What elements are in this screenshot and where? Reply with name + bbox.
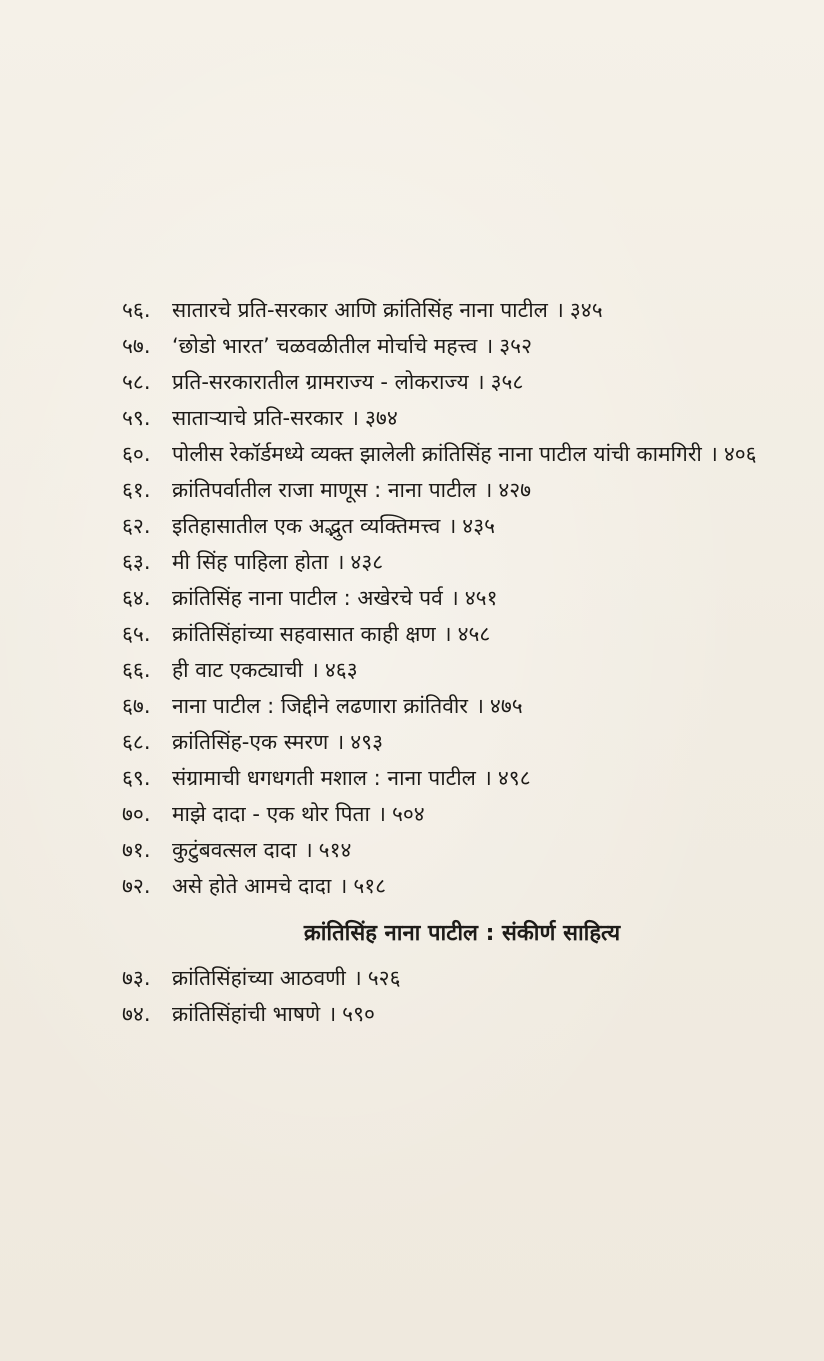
entry-separator: । bbox=[484, 478, 493, 502]
toc-entry bbox=[122, 868, 802, 904]
entry-title: मी सिंह पाहिला होता bbox=[172, 550, 329, 574]
toc-entry bbox=[122, 760, 802, 796]
toc-entry bbox=[122, 364, 802, 400]
entry-separator: । bbox=[328, 1002, 337, 1026]
entry-page-number: ४५८ bbox=[457, 622, 491, 646]
entry-number: ६७. bbox=[122, 694, 151, 718]
entry-separator: । bbox=[336, 550, 345, 574]
entry-title: क्रांतिसिंहांच्या सहवासात काही क्षण bbox=[172, 622, 436, 646]
entry-number: ६८. bbox=[122, 730, 151, 754]
entry-page-number: ३५२ bbox=[499, 334, 532, 358]
toc-entry bbox=[122, 508, 802, 544]
toc-entry bbox=[122, 292, 802, 328]
entry-separator: । bbox=[339, 874, 348, 898]
entry-number: ६५. bbox=[122, 622, 151, 646]
entry-number: ७४. bbox=[122, 1002, 151, 1026]
entry-page-number: ५२६ bbox=[367, 966, 401, 990]
entry-page-number: ३४५ bbox=[569, 298, 603, 322]
toc-entry bbox=[122, 616, 802, 652]
toc-entry bbox=[122, 544, 802, 580]
toc-entry bbox=[122, 688, 802, 724]
entry-title: क्रांतिपर्वातील राजा माणूस : नाना पाटील bbox=[172, 478, 477, 502]
entry-separator: । bbox=[353, 966, 362, 990]
entry-title: संग्रामाची धगधगती मशाल : नाना पाटील bbox=[172, 766, 476, 790]
entry-separator: । bbox=[485, 334, 494, 358]
entry-title: क्रांतिसिंहांची भाषणे bbox=[172, 1002, 321, 1026]
entry-number: ६६. bbox=[122, 658, 151, 682]
entry-page-number: ४३८ bbox=[350, 550, 384, 574]
entry-title: सातारचे प्रति-सरकार आणि क्रांतिसिंह नाना पाटील bbox=[172, 298, 548, 322]
entry-page-number: ४२७ bbox=[498, 478, 532, 502]
entry-page-number: ४०६ bbox=[723, 442, 757, 466]
entry-separator: । bbox=[377, 802, 386, 826]
table-of-contents bbox=[122, 292, 802, 1032]
entry-title: क्रांतिसिंह नाना पाटील : अखेरचे पर्व bbox=[172, 586, 443, 610]
entry-title: साताऱ्याचे प्रति-सरकार bbox=[172, 406, 344, 430]
entry-number: ७१. bbox=[122, 838, 151, 862]
toc-entry bbox=[122, 472, 802, 508]
entry-number: ६४. bbox=[122, 586, 151, 610]
toc-entry bbox=[122, 400, 802, 436]
entry-number: ५६. bbox=[122, 298, 151, 322]
entry-number: ७२. bbox=[122, 874, 151, 898]
entry-separator: । bbox=[304, 838, 313, 862]
entry-title: ‘छोडो भारत’ चळवळीतील मोर्चाचे महत्त्व bbox=[172, 334, 478, 358]
toc-entry bbox=[122, 960, 802, 996]
entry-page-number: ४९३ bbox=[350, 730, 383, 754]
entry-number: ६३. bbox=[122, 550, 151, 574]
entry-title: इतिहासातील एक अद्भुत व्यक्तिमत्त्व bbox=[172, 514, 441, 538]
toc-entry bbox=[122, 996, 802, 1032]
entry-title: ही वाट एकट्याची bbox=[172, 658, 303, 682]
toc-entry bbox=[122, 580, 802, 616]
entry-separator: । bbox=[483, 766, 492, 790]
entry-title: असे होते आमचे दादा bbox=[172, 874, 332, 898]
entry-page-number: ५१८ bbox=[353, 874, 387, 898]
entry-number: ७३. bbox=[122, 966, 151, 990]
entry-number: ५८. bbox=[122, 370, 151, 394]
entry-page-number: ३७४ bbox=[365, 406, 398, 430]
entry-title: कुटुंबवत्सल दादा bbox=[172, 838, 297, 862]
entry-number: ६१. bbox=[122, 478, 151, 502]
entry-page-number: ४७५ bbox=[489, 694, 523, 718]
entry-page-number: ४३५ bbox=[462, 514, 496, 538]
entry-separator: । bbox=[351, 406, 360, 430]
entry-page-number: ३५८ bbox=[490, 370, 524, 394]
entry-number: ६०. bbox=[122, 442, 151, 466]
entry-number: ५७. bbox=[122, 334, 151, 358]
toc-entry bbox=[122, 832, 802, 868]
toc-entry bbox=[122, 652, 802, 688]
entry-title: क्रांतिसिंह-एक स्मरण bbox=[172, 730, 329, 754]
entry-title: पोलीस रेकॉर्डमध्ये व्यक्त झालेली क्रांतिसिंह नाना पाटील यांची कामगिरी bbox=[172, 442, 702, 466]
entry-separator: । bbox=[476, 370, 485, 394]
entry-page-number: ५१४ bbox=[318, 838, 352, 862]
entry-number: ६९. bbox=[122, 766, 151, 790]
entry-number: ७०. bbox=[122, 802, 151, 826]
entry-page-number: ५९० bbox=[342, 1002, 375, 1026]
entry-separator: । bbox=[709, 442, 718, 466]
entry-separator: । bbox=[450, 586, 459, 610]
entry-separator: । bbox=[336, 730, 345, 754]
toc-entry bbox=[122, 328, 802, 364]
section-heading: क्रांतिसिंह नाना पाटील : संकीर्ण साहित्य bbox=[303, 921, 621, 946]
entry-separator: । bbox=[475, 694, 484, 718]
entry-page-number: ४५१ bbox=[464, 586, 498, 610]
toc-entry bbox=[122, 436, 802, 472]
entry-title: प्रति-सरकारातील ग्रामराज्य - लोकराज्य bbox=[172, 370, 469, 394]
entry-title: नाना पाटील : जिद्दीने लढणारा क्रांतिवीर bbox=[172, 694, 468, 718]
entry-number: ५९. bbox=[122, 406, 151, 430]
toc-entry bbox=[122, 724, 802, 760]
entry-title: माझे दादा - एक थोर पिता bbox=[172, 802, 370, 826]
entry-separator: । bbox=[310, 658, 319, 682]
toc-entry bbox=[122, 796, 802, 832]
entry-page-number: ४६३ bbox=[324, 658, 358, 682]
entry-separator: । bbox=[443, 622, 452, 646]
entry-separator: । bbox=[555, 298, 564, 322]
entry-title: क्रांतिसिंहांच्या आठवणी bbox=[172, 966, 346, 990]
entry-page-number: ४९८ bbox=[497, 766, 531, 790]
entry-number: ६२. bbox=[122, 514, 151, 538]
entry-page-number: ५०४ bbox=[391, 802, 425, 826]
entry-separator: । bbox=[448, 514, 457, 538]
